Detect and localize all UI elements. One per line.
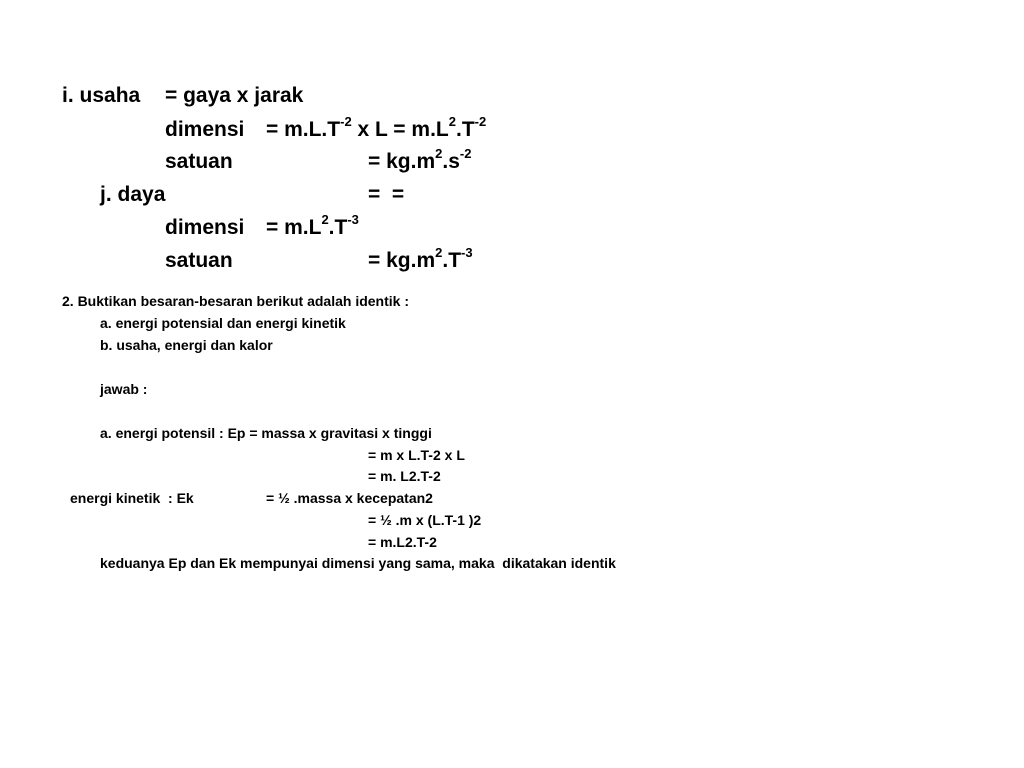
- usaha-formula: = gaya x jarak: [165, 84, 304, 107]
- answer-heading: jawab :: [100, 381, 148, 397]
- daya-label: j. daya: [100, 183, 166, 206]
- ek-formula: = ½ .massa x kecepatan2: [266, 490, 433, 506]
- daya-satuan-label: satuan: [165, 249, 233, 272]
- daya-satuan-formula: = $kg.m^2.T^{-3}$: [368, 245, 473, 272]
- question-item-b: b. usaha, energi dan kalor: [100, 337, 273, 353]
- daya-dimensi-formula: = $m.L^2.T^{-3}$: [266, 212, 359, 239]
- ep-step-2: = m. L2.T-2: [368, 468, 441, 484]
- usaha-label: i. usaha: [62, 84, 141, 107]
- ek-step-2: = m.L2.T-2: [368, 534, 437, 550]
- daya-formula: = =: [368, 183, 405, 206]
- usaha-satuan-label: satuan: [165, 150, 233, 173]
- ek-step-1: = ½ .m x (L.T-1 )2: [368, 512, 482, 528]
- usaha-satuan-formula: = $kg.m^2.s^{-2}$: [368, 146, 472, 173]
- conclusion: keduanya Ep dan Ek mempunyai dimensi yang sama, maka dikatakan identik: [100, 555, 616, 571]
- ek-label: energi kinetik : Ek: [70, 490, 194, 506]
- daya-dimensi-label: dimensi: [165, 216, 245, 239]
- usaha-dimensi-label: dimensi: [165, 118, 245, 141]
- ep-step-1: = m x L.T-2 x L: [368, 447, 465, 463]
- ep-formula: a. energi potensil : Ep = massa x gravitasi x tinggi: [100, 425, 432, 441]
- question-item-a: a. energi potensial dan energi kinetik: [100, 315, 346, 331]
- question-2: 2. Buktikan besaran-besaran berikut adalah identik :: [62, 293, 409, 309]
- usaha-dimensi-formula: = $m.L.T^{-2}$ x $L = m.L^2.T^{-2}$: [266, 114, 487, 141]
